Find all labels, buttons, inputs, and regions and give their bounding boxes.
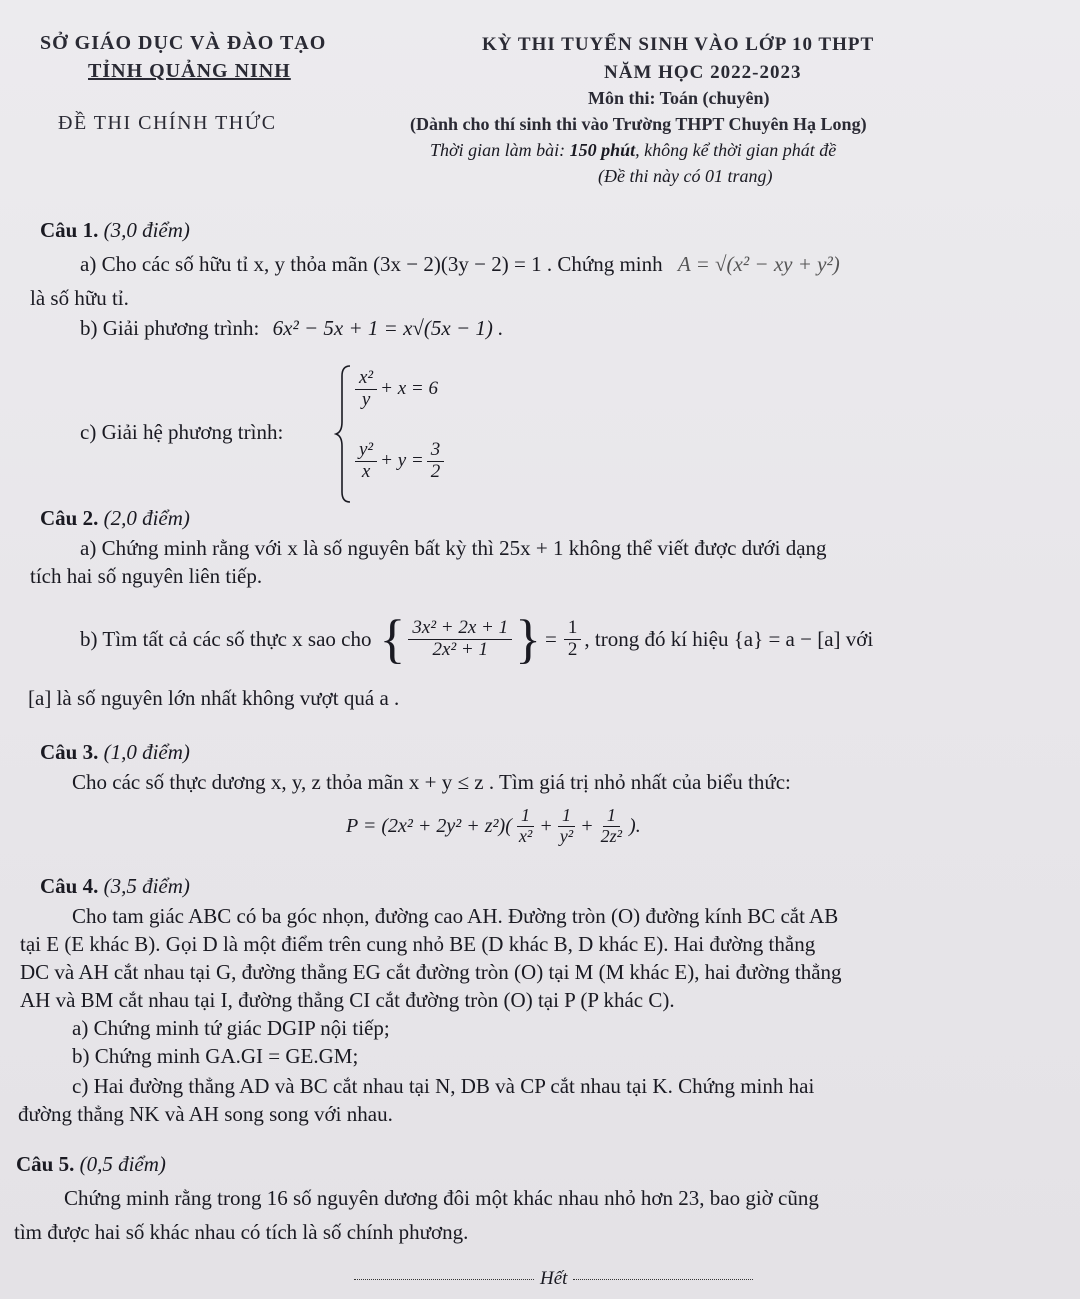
q5-line-2: tìm được hai số khác nhau có tích là số chính phương.	[14, 1220, 469, 1244]
q4-points: (3,5 điểm)	[103, 874, 190, 898]
q5-title: Câu 5.	[16, 1152, 75, 1176]
dotted-line-right	[573, 1279, 753, 1280]
eq2-rhs-denominator: 2	[430, 460, 441, 482]
q5-heading	[16, 1152, 166, 1177]
q1-points: (3,0 điểm)	[103, 218, 190, 242]
department-name: SỞ GIÁO DỤC VÀ ĐÀO TẠO	[40, 32, 327, 54]
q1-c-eq1	[352, 368, 438, 411]
q3-f3-den: 2z²	[600, 825, 623, 846]
q2-b-line	[80, 609, 874, 669]
q4-line-3: DC và AH cắt nhau tại G, đường thẳng EG cắt đường tròn (O) tại M (M khác E), hai đường thẳng	[20, 960, 842, 984]
right-brace-icon: }	[515, 609, 542, 669]
q3-f1-den: x²	[518, 825, 533, 846]
q4-part-b: b) Chứng minh GA.GI = GE.GM;	[72, 1044, 359, 1068]
q2-a-continuation: tích hai số nguyên liên tiếp.	[30, 564, 263, 588]
q2-b-text: b) Tìm tất cả các số thực x sao cho	[80, 626, 372, 651]
q2-a-text: a) Chứng minh rằng với x là số nguyên bất kỳ thì 25x + 1 không thể viết được dưới dạng	[80, 536, 827, 560]
q1-b-line	[80, 316, 503, 341]
q3-f2-num: 1	[558, 806, 575, 827]
q3-expression: P = (2x² + 2y² + z²)( $\frac{1}{\text{x²}}$ + $\frac{1}{\text{y²}}$ + $\frac{1}{\text{2z²}}$ ).	[346, 805, 641, 846]
q2-heading	[40, 506, 190, 531]
q3-title: Câu 3.	[40, 740, 99, 764]
q1-c-system	[334, 360, 494, 510]
q2-points: (2,0 điểm)	[103, 506, 190, 530]
q4-line-2: tại E (E khác B). Gọi D là một điểm trên cung nhỏ BE (D khác B, D khác E). Hai đường thẳng	[20, 932, 816, 956]
q1-a-line: a) Cho các số hữu tỉ x, y thỏa mãn (3x − 2)(3y − 2) = 1 . Chứng minh	[80, 252, 663, 276]
q4-part-a: a) Chứng minh tứ giác DGIP nội tiếp;	[72, 1016, 390, 1040]
pages-note: (Đề thi này có 01 trang)	[598, 166, 773, 186]
q2-b-tail: , trong đó kí hiệu {a} = a − [a] với	[584, 626, 874, 651]
eq1-rest: + x = 6	[380, 378, 438, 400]
official-label: ĐỀ THI CHÍNH THỨC	[58, 112, 277, 134]
q4-part-c-2: đường thẳng NK và AH song song với nhau.	[18, 1102, 393, 1126]
q2-b-denominator: 2x² + 1	[432, 638, 488, 660]
q5-points: (0,5 điểm)	[79, 1152, 166, 1176]
q3-points: (1,0 điểm)	[103, 740, 190, 764]
q1-a-text	[80, 252, 840, 277]
end-text: Hết	[540, 1268, 568, 1289]
q2-b-rhs-denominator: 2	[567, 638, 578, 660]
q3-f3-num: 1	[603, 806, 620, 827]
q4-heading	[40, 874, 190, 899]
q2-b-continuation: [a] là số nguyên lớn nhất không vượt quá a .	[28, 686, 400, 710]
eq1-denominator: y	[361, 388, 371, 410]
q3-text: Cho các số thực dương x, y, z thỏa mãn x + y ≤ z . Tìm giá trị nhỏ nhất của biểu thức:	[72, 770, 791, 794]
time-value: 150 phút	[569, 140, 636, 160]
q4-part-c-1: c) Hai đường thẳng AD và BC cắt nhau tại N, DB và CP cắt nhau tại K. Chứng minh hai	[72, 1074, 815, 1098]
dotted-line-left	[354, 1279, 534, 1280]
eq2-denominator: x	[361, 460, 371, 482]
q4-line-1: Cho tam giác ABC có ba góc nhọn, đường cao AH. Đường tròn (O) đường kính BC cắt AB	[72, 904, 839, 928]
q1-c-eq2	[352, 440, 447, 483]
q1-a-expression: A = √(x² − xy + y²)	[677, 252, 840, 276]
curly-brace-icon	[334, 364, 354, 504]
left-brace-icon: {	[379, 609, 406, 669]
q2-title: Câu 2.	[40, 506, 99, 530]
end-marker	[354, 1268, 753, 1290]
q3-f2-den: y²	[559, 825, 574, 846]
exam-title: KỲ THI TUYỂN SINH VÀO LỚP 10 THPT	[482, 34, 875, 55]
q5-line-1: Chứng minh rằng trong 16 số nguyên dương đôi một khác nhau nhỏ hơn 23, bao giờ cũng	[64, 1186, 819, 1210]
q1-b-text: b) Giải phương trình:	[80, 316, 260, 340]
q3-heading	[40, 740, 190, 765]
eq2-rest: + y =	[380, 450, 424, 472]
q1-title: Câu 1.	[40, 218, 99, 242]
q1-b-expression: 6x² − 5x + 1 = x√(5x − 1) .	[272, 316, 504, 340]
q3-expr-right: ).	[629, 814, 641, 837]
eq2-numerator: y²	[355, 440, 377, 462]
q1-a-continuation: là số hữu tỉ.	[30, 286, 129, 310]
time-prefix: Thời gian làm bài:	[430, 140, 570, 160]
school-year: NĂM HỌC 2022-2023	[604, 62, 802, 83]
subject: Môn thi: Toán (chuyên)	[588, 88, 770, 108]
eq2-rhs-numerator: 3	[427, 440, 445, 462]
q1-c-text: c) Giải hệ phương trình:	[80, 420, 284, 444]
q2-b-rhs-numerator: 1	[564, 618, 582, 640]
q3-f1-num: 1	[517, 806, 534, 827]
q4-title: Câu 4.	[40, 874, 99, 898]
time-line	[430, 140, 836, 161]
q4-line-4: AH và BM cắt nhau tại I, đường thẳng CI cắt đường tròn (O) tại P (P khác C).	[20, 988, 675, 1012]
q1-heading	[40, 218, 190, 243]
q3-expr-left: P = (2x² + 2y² + z²)(	[346, 814, 512, 837]
time-suffix: , không kể thời gian phát đề	[635, 140, 837, 160]
for-whom: (Dành cho thí sinh thi vào Trường THPT Chuyên Hạ Long)	[410, 114, 867, 134]
q2-b-numerator: 3x² + 2x + 1	[408, 618, 512, 640]
q2-b-equals: =	[545, 626, 557, 651]
province-name: TỈNH QUẢNG NINH	[88, 60, 291, 82]
eq1-numerator: x²	[355, 368, 377, 390]
